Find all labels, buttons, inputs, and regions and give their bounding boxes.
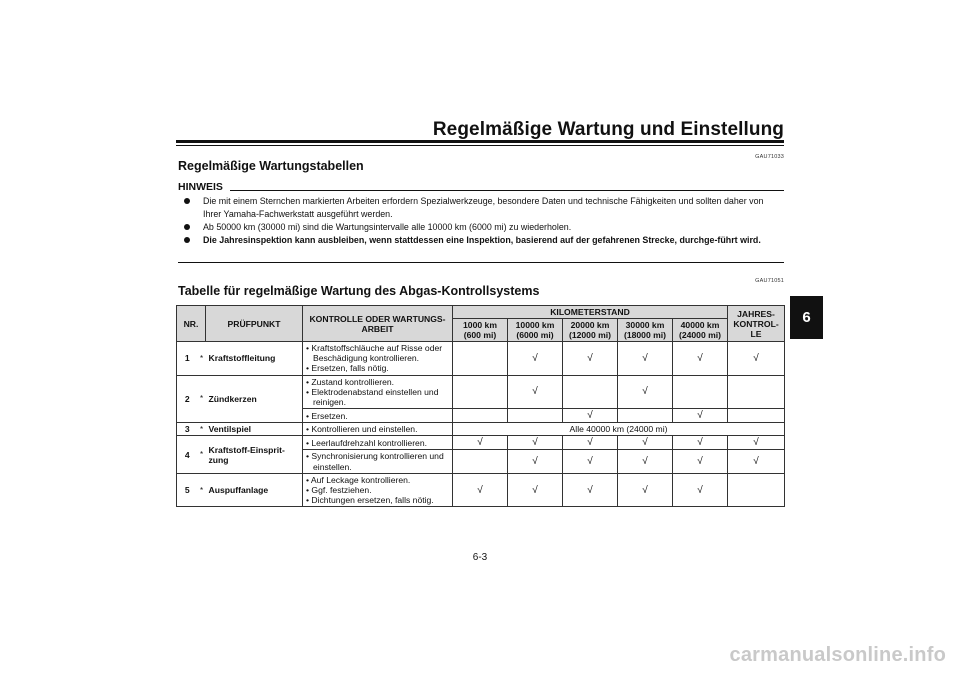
section-title: Regelmäßige Wartungstabellen xyxy=(178,159,364,173)
check-mark: √ xyxy=(453,473,508,507)
special-tool-star: * xyxy=(198,375,206,423)
check-mark: √ xyxy=(563,436,618,450)
check-mark: √ xyxy=(673,473,728,507)
note-item-text: Die Jahresinspektion kann ausbleiben, wenn stattdessen eine Inspektion, basierend auf der gefahrenen Strecke, durchge-führt wird. xyxy=(203,234,761,245)
check-mark: √ xyxy=(673,450,728,473)
note-rule xyxy=(230,190,784,191)
note-list xyxy=(183,195,783,247)
check-mark: √ xyxy=(563,409,618,423)
empty-cell xyxy=(728,375,785,409)
work-line: • Kontrollieren und einstellen. xyxy=(306,424,418,435)
row-number: 4 xyxy=(177,436,198,473)
empty-cell xyxy=(563,375,618,409)
table-section-code: GAU71051 xyxy=(755,278,784,284)
check-item: Kraftstoff-Einsprit-zung xyxy=(206,436,303,473)
empty-cell xyxy=(618,409,673,423)
work-line: • Ersetzen, falls nötig. xyxy=(306,363,389,374)
special-tool-star: * xyxy=(198,436,206,473)
maintenance-table xyxy=(176,305,785,507)
page-header-title: Regelmäßige Wartung und Einstellung xyxy=(432,119,784,140)
check-mark: √ xyxy=(673,436,728,450)
check-item: Kraftstoffleitung xyxy=(206,342,303,376)
table-body xyxy=(177,342,785,507)
empty-cell xyxy=(508,409,563,423)
work-line: • Synchronisierung kontrollieren und einstellen. xyxy=(306,451,444,472)
note-item xyxy=(183,195,783,220)
work-line: • Elektrodenabstand einstellen und reinigen. xyxy=(306,386,439,408)
work-cell xyxy=(303,375,453,409)
check-mark: √ xyxy=(728,450,785,473)
row-number: 5 xyxy=(177,473,198,507)
chapter-tab[interactable]: 6 xyxy=(790,296,823,339)
row-number: 1 xyxy=(177,342,198,376)
work-cell xyxy=(303,473,453,507)
check-mark: √ xyxy=(453,436,508,450)
watermark: carmanualsonline.info xyxy=(729,644,946,666)
empty-cell xyxy=(728,473,785,507)
check-item: Auspuffanlage xyxy=(206,473,303,507)
note-item-text: Die mit einem Sternchen markierten Arbeiten erfordern Spezialwerkzeuge, besondere Daten und technische Fähigkeiten und sollten daher von Ihrer Yamaha-Fachwerkstatt ausgeführt werden. xyxy=(203,196,764,219)
table-section-title: Tabelle für regelmäßige Wartung des Abgas-Kontrollsystems xyxy=(178,284,540,298)
work-line: • Leerlaufdrehzahl kontrollieren. xyxy=(306,437,428,448)
check-mark: √ xyxy=(563,342,618,376)
interval-note: Alle 40000 km (24000 mi) xyxy=(453,423,785,436)
empty-cell xyxy=(453,375,508,409)
header-interval: 30000 km (18000 mi) xyxy=(618,319,673,342)
work-line: • Dichtungen ersetzen, falls nötig. xyxy=(306,495,434,506)
row-number: 3 xyxy=(177,423,198,436)
note-item xyxy=(183,234,783,247)
check-mark: √ xyxy=(618,342,673,376)
work-cell xyxy=(303,409,453,423)
header-interval: 10000 km (6000 mi) xyxy=(508,319,563,342)
table-row xyxy=(177,473,785,507)
empty-cell xyxy=(673,375,728,409)
work-cell xyxy=(303,342,453,376)
table-row xyxy=(177,342,785,376)
work-cell xyxy=(303,423,453,436)
check-item: Ventilspiel xyxy=(206,423,303,436)
header-work: KONTROLLE ODER WARTUNGS-ARBEIT xyxy=(303,306,453,342)
work-line: • Kraftstoffschläuche auf Risse oder Beschädigung kontrollieren. xyxy=(306,343,443,364)
check-mark: √ xyxy=(508,342,563,376)
work-line: • Ersetzen. xyxy=(306,410,348,421)
check-mark: √ xyxy=(508,450,563,473)
note-item xyxy=(183,221,783,234)
empty-cell xyxy=(728,409,785,423)
header-odometer: KILOMETERSTAND xyxy=(453,306,728,319)
work-cell xyxy=(303,450,453,473)
work-cell xyxy=(303,436,453,450)
table-row xyxy=(177,436,785,450)
special-tool-star: * xyxy=(198,423,206,436)
header-nr: NR. xyxy=(177,306,206,342)
check-mark: √ xyxy=(563,473,618,507)
check-mark: √ xyxy=(673,342,728,376)
work-line: • Auf Leckage kontrollieren. xyxy=(306,474,411,485)
empty-cell xyxy=(453,409,508,423)
header-rule xyxy=(176,140,784,143)
bullet-icon xyxy=(184,198,190,204)
note-heading: HINWEIS xyxy=(178,181,223,193)
header-interval: 40000 km (24000 mi) xyxy=(673,319,728,342)
check-mark: √ xyxy=(618,450,673,473)
check-mark: √ xyxy=(508,375,563,409)
bullet-icon xyxy=(184,237,190,243)
table-row xyxy=(177,423,785,436)
check-mark: √ xyxy=(673,409,728,423)
header-interval: 20000 km (12000 mi) xyxy=(563,319,618,342)
header-interval: 1000 km (600 mi) xyxy=(453,319,508,342)
check-item: Zündkerzen xyxy=(206,375,303,423)
special-tool-star: * xyxy=(198,342,206,376)
note-end-rule xyxy=(178,262,784,263)
note-item-text: Ab 50000 km (30000 mi) sind die Wartungsintervalle alle 10000 km (6000 mi) zu wiederholen. xyxy=(203,221,572,232)
check-mark: √ xyxy=(728,436,785,450)
bullet-icon xyxy=(184,224,190,230)
check-mark: √ xyxy=(618,473,673,507)
empty-cell xyxy=(453,342,508,376)
check-mark: √ xyxy=(728,342,785,376)
empty-cell xyxy=(453,450,508,473)
check-mark: √ xyxy=(563,450,618,473)
row-number: 2 xyxy=(177,375,198,423)
header-rule-thin xyxy=(176,145,784,146)
section-code: GAU71033 xyxy=(755,154,784,160)
page-number: 6-3 xyxy=(472,552,488,563)
work-line: • Ggf. festziehen. xyxy=(306,485,372,496)
work-line: • Zustand kontrollieren. xyxy=(306,376,395,387)
check-mark: √ xyxy=(618,375,673,409)
special-tool-star: * xyxy=(198,473,206,507)
check-mark: √ xyxy=(508,473,563,507)
check-mark: √ xyxy=(618,436,673,450)
header-item: PRÜFPUNKT xyxy=(206,306,303,342)
check-mark: √ xyxy=(508,436,563,450)
table-row xyxy=(177,375,785,409)
header-annual: JAHRES-KONTROL-LE xyxy=(728,306,785,342)
